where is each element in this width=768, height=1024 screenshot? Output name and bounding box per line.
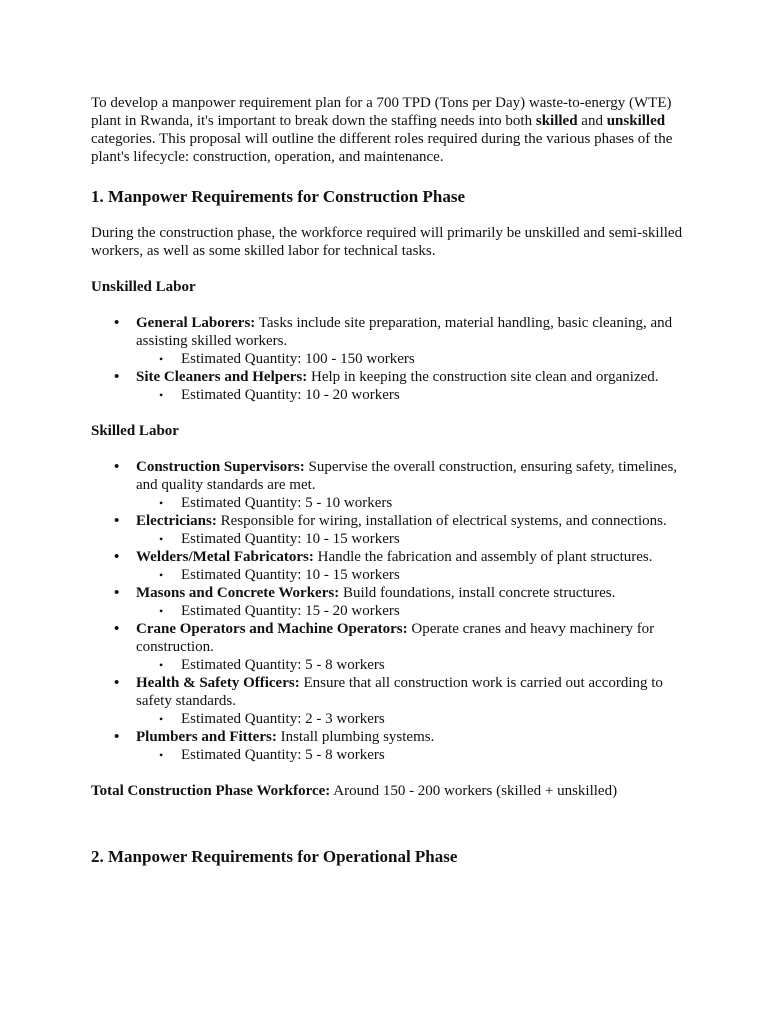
operational-heading: 2. Manpower Requirements for Operational Phase bbox=[91, 847, 458, 866]
skilled-labor-heading: Skilled Labor bbox=[91, 423, 179, 439]
role-title: Plumbers and Fitters: bbox=[136, 729, 277, 745]
quantity-item: • Estimated Quantity: 5 - 8 workers bbox=[181, 746, 683, 764]
role-description: Ensure that all construction work is carried out according to safety standards. bbox=[136, 675, 663, 709]
sub-list bbox=[136, 530, 683, 548]
construction-paragraph: During the construction phase, the workforce required will primarily be unskilled and semi-skilled workers, as well as some skilled labor for technical tasks. bbox=[91, 225, 683, 259]
role-title: Welders/Metal Fabricators: bbox=[136, 549, 314, 565]
quantity-item: • Estimated Quantity: 5 - 10 workers bbox=[181, 494, 683, 512]
list-item bbox=[136, 548, 683, 584]
intro-text-2: categories. This proposal will outline the different roles required during the various phases of the plant's lifecycle: construction, operation, and maintenance. bbox=[91, 131, 673, 165]
role-title: Crane Operators and Machine Operators: bbox=[136, 621, 408, 637]
sub-list bbox=[136, 494, 683, 512]
document-page bbox=[91, 94, 683, 868]
intro-and: and bbox=[577, 113, 607, 129]
skilled-roles-list bbox=[91, 458, 683, 764]
intro-unskilled: unskilled bbox=[606, 113, 666, 129]
quantity-item: • Estimated Quantity: 15 - 20 workers bbox=[181, 602, 683, 620]
sub-list bbox=[136, 710, 683, 728]
construction-heading: 1. Manpower Requirements for Construction Phase bbox=[91, 187, 465, 206]
role-description: Tasks include site preparation, material handling, basic cleaning, and assisting skilled workers. bbox=[136, 315, 673, 349]
list-item bbox=[136, 674, 683, 728]
role-title: Site Cleaners and Helpers: bbox=[136, 369, 308, 385]
sub-list bbox=[136, 746, 683, 764]
quantity-item: • Estimated Quantity: 2 - 3 workers bbox=[181, 710, 683, 728]
list-item bbox=[136, 458, 683, 512]
role-title: Construction Supervisors: bbox=[136, 459, 305, 475]
total-label: Total Construction Phase Workforce: bbox=[91, 783, 331, 799]
unskilled-labor-heading: Unskilled Labor bbox=[91, 279, 196, 295]
sub-list bbox=[136, 350, 683, 368]
list-item bbox=[136, 728, 683, 764]
role-title: Electricians: bbox=[136, 513, 217, 529]
role-description: Responsible for wiring, installation of electrical systems, and connections. bbox=[216, 513, 667, 529]
unskilled-roles-list bbox=[91, 314, 683, 404]
quantity-item: • Estimated Quantity: 10 - 15 workers bbox=[181, 530, 683, 548]
list-item bbox=[136, 620, 683, 674]
role-description: Help in keeping the construction site clean and organized. bbox=[307, 369, 659, 385]
role-description: Supervise the overall construction, ensuring safety, timelines, and quality standards are met. bbox=[136, 459, 678, 493]
quantity-item: • Estimated Quantity: 5 - 8 workers bbox=[181, 656, 683, 674]
role-description: Operate cranes and heavy machinery for construction. bbox=[136, 621, 655, 655]
sub-list bbox=[136, 602, 683, 620]
list-item bbox=[136, 512, 683, 548]
quantity-item: • Estimated Quantity: 10 - 20 workers bbox=[181, 386, 683, 404]
total-value: Around 150 - 200 workers (skilled + unskilled) bbox=[330, 783, 618, 799]
intro-skilled: skilled bbox=[535, 113, 578, 129]
role-title: Masons and Concrete Workers: bbox=[136, 585, 340, 601]
role-title: Health & Safety Officers: bbox=[136, 675, 300, 691]
sub-list bbox=[136, 386, 683, 404]
total-workforce bbox=[91, 782, 683, 800]
role-description: Install plumbing systems. bbox=[276, 729, 435, 745]
intro-paragraph bbox=[91, 94, 683, 166]
sub-list bbox=[136, 566, 683, 584]
intro-text-1: To develop a manpower requirement plan for a 700 TPD (Tons per Day) waste-to-energy (WTE) plant in Rwanda, it's important to break down the staffing needs into both bbox=[91, 95, 672, 129]
role-description: Handle the fabrication and assembly of plant structures. bbox=[313, 549, 653, 565]
sub-list bbox=[136, 656, 683, 674]
list-item bbox=[136, 368, 683, 404]
list-item bbox=[136, 584, 683, 620]
role-description: Build foundations, install concrete structures. bbox=[339, 585, 616, 601]
list-item bbox=[136, 314, 683, 368]
role-title: General Laborers: bbox=[136, 315, 256, 331]
quantity-item: • Estimated Quantity: 10 - 15 workers bbox=[181, 566, 683, 584]
quantity-item: • Estimated Quantity: 100 - 150 workers bbox=[181, 350, 683, 368]
